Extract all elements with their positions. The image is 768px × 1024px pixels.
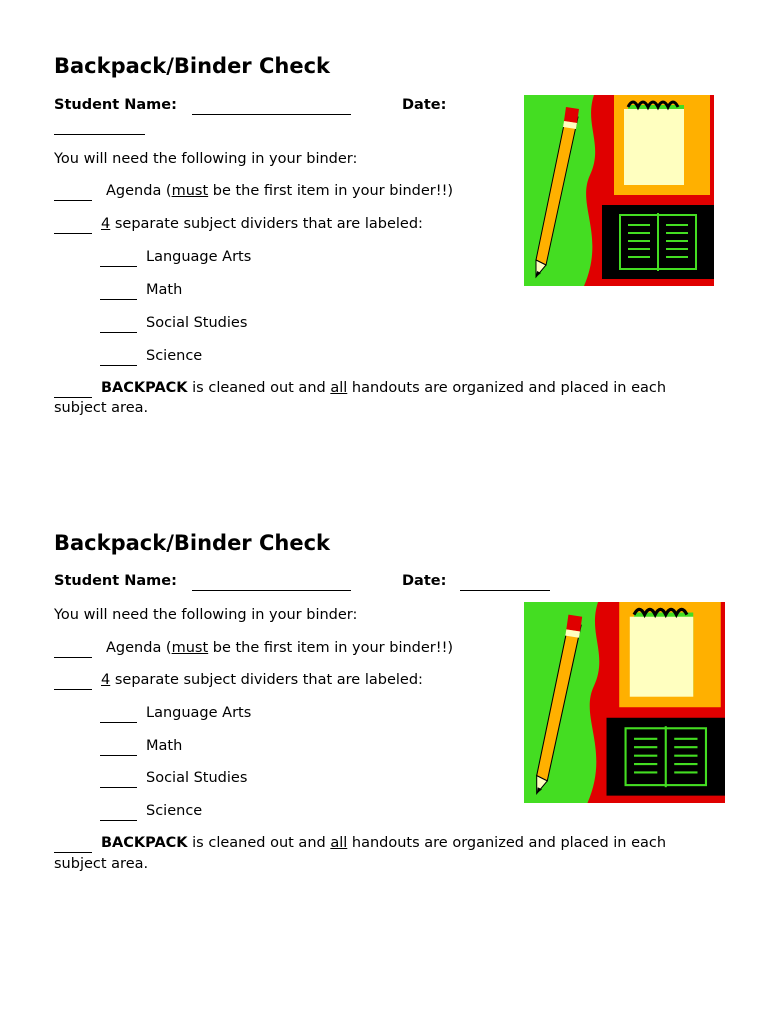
student-name-label: Student Name: bbox=[54, 97, 177, 113]
backpack-emphasis: all bbox=[330, 835, 348, 851]
backpack-item bbox=[101, 381, 666, 396]
student-name-blank[interactable] bbox=[192, 576, 351, 591]
dividers-check-blank[interactable] bbox=[54, 675, 92, 690]
backpack-bold: BACKPACK bbox=[101, 380, 188, 396]
agenda-prefix: Agenda ( bbox=[106, 640, 172, 656]
intro-text: You will need the following in your binder: bbox=[54, 607, 358, 623]
dividers-item bbox=[101, 673, 423, 688]
open-book-icon bbox=[602, 205, 714, 279]
subject-item: Math bbox=[146, 738, 183, 754]
subject-item: Math bbox=[146, 282, 183, 298]
open-book-icon bbox=[607, 718, 725, 796]
agenda-emphasis: must bbox=[171, 183, 209, 199]
backpack-text-2: handouts are organized and placed in each bbox=[347, 380, 667, 396]
agenda-suffix: be the first item in your binder!!) bbox=[208, 640, 454, 656]
backpack-check-blank[interactable] bbox=[54, 383, 92, 398]
agenda-suffix: be the first item in your binder!!) bbox=[208, 183, 454, 199]
form-title: Backpack/Binder Check bbox=[54, 54, 330, 78]
subject-check-blank[interactable] bbox=[100, 773, 137, 788]
subject-item: Social Studies bbox=[146, 315, 248, 331]
backpack-text-1: is cleaned out and bbox=[187, 380, 331, 396]
agenda-item bbox=[106, 641, 453, 656]
date-label: Date: bbox=[402, 573, 447, 589]
date-label: Date: bbox=[402, 97, 447, 113]
student-name-label: Student Name: bbox=[54, 573, 177, 589]
school-supplies-clipart bbox=[524, 602, 725, 803]
agenda-prefix: Agenda ( bbox=[106, 183, 172, 199]
dividers-check-blank[interactable] bbox=[54, 219, 92, 234]
subject-item: Social Studies bbox=[146, 770, 248, 786]
backpack-check-blank[interactable] bbox=[54, 838, 92, 853]
agenda-check-blank[interactable] bbox=[54, 643, 92, 658]
subject-check-blank[interactable] bbox=[100, 708, 137, 723]
date-blank[interactable] bbox=[460, 576, 550, 591]
subject-item: Science bbox=[146, 803, 203, 819]
subject-check-blank[interactable] bbox=[100, 351, 137, 366]
subject-check-blank[interactable] bbox=[100, 318, 137, 333]
intro-text: You will need the following in your binder: bbox=[54, 151, 358, 167]
subject-item: Science bbox=[146, 348, 203, 364]
backpack-text-3: subject area. bbox=[54, 856, 149, 872]
notepad-icon bbox=[619, 602, 721, 707]
backpack-emphasis: all bbox=[330, 380, 348, 396]
subject-check-blank[interactable] bbox=[100, 252, 137, 267]
subject-check-blank[interactable] bbox=[100, 806, 137, 821]
student-name-blank[interactable] bbox=[192, 100, 351, 115]
subject-item: Language Arts bbox=[146, 705, 252, 721]
school-supplies-clipart bbox=[524, 95, 714, 286]
subject-item: Language Arts bbox=[146, 249, 252, 265]
agenda-check-blank[interactable] bbox=[54, 186, 92, 201]
backpack-bold: BACKPACK bbox=[101, 835, 188, 851]
backpack-text-2: handouts are organized and placed in each bbox=[347, 835, 667, 851]
date-blank[interactable] bbox=[54, 120, 145, 135]
dividers-number: 4 bbox=[101, 216, 111, 232]
agenda-item bbox=[106, 184, 453, 199]
backpack-item bbox=[101, 836, 666, 851]
form-title: Backpack/Binder Check bbox=[54, 531, 330, 555]
backpack-text-1: is cleaned out and bbox=[187, 835, 331, 851]
backpack-text-3: subject area. bbox=[54, 400, 149, 416]
notepad-icon bbox=[614, 95, 710, 195]
dividers-text: separate subject dividers that are labeled: bbox=[110, 216, 423, 232]
agenda-emphasis: must bbox=[171, 640, 209, 656]
dividers-number: 4 bbox=[101, 672, 111, 688]
dividers-text: separate subject dividers that are labeled: bbox=[110, 672, 423, 688]
dividers-item bbox=[101, 217, 423, 232]
subject-check-blank[interactable] bbox=[100, 285, 137, 300]
subject-check-blank[interactable] bbox=[100, 741, 137, 756]
